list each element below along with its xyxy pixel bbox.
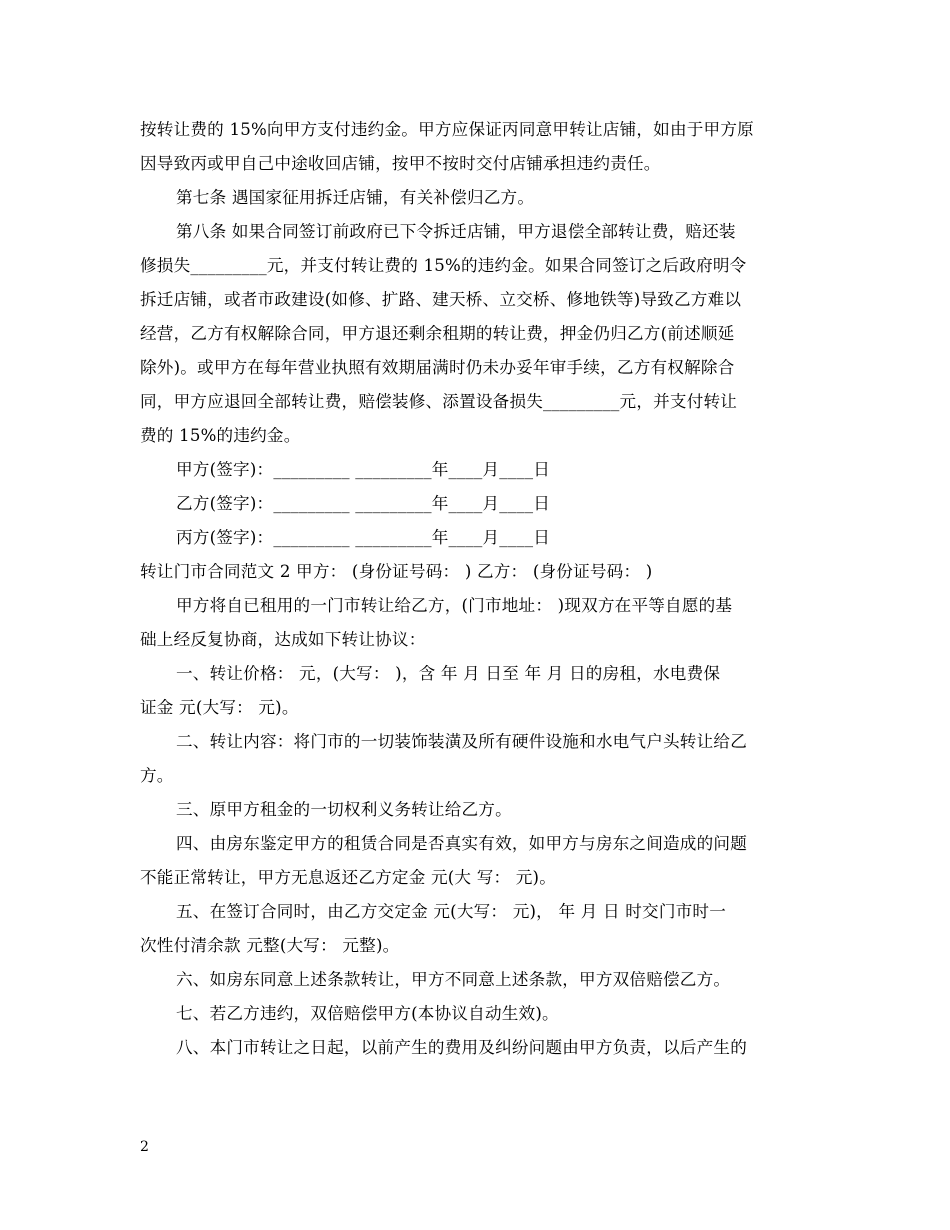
text-line: 八、本门市转让之日起，以前产生的费用及纠纷问题由甲方负责，以后产生的 bbox=[176, 1038, 747, 1057]
page-number: 2 bbox=[140, 1139, 149, 1155]
text-line: 方。 bbox=[140, 766, 174, 785]
document-body bbox=[140, 113, 812, 1065]
text-line: 不能正常转让，甲方无息返还乙方定金 元(大 写： 元)。 bbox=[140, 868, 557, 887]
text-line: 修损失_________元，并支付转让费的 15%的违约金。如果合同签订之后政府明令 bbox=[140, 256, 747, 275]
text-line: 因导致丙或甲自己中途收回店铺，按甲不按时交付店铺承担违约责任。 bbox=[140, 154, 661, 173]
text-line: 六、如房东同意上述条款转让，甲方不同意上述条款，甲方双倍赔偿乙方。 bbox=[176, 970, 731, 989]
text-line: 丙方(签字)：_________ _________年____月____日 bbox=[176, 528, 551, 547]
text-line: 甲方(签字)：_________ _________年____月____日 bbox=[176, 460, 551, 479]
text-line: 第八条 如果合同签订前政府已下令拆迁店铺，甲方退偿全部转让费，赔还装 bbox=[176, 222, 736, 241]
text-line: 转让门市合同范文 2 甲方： (身份证号码： ) 乙方： (身份证号码： ) bbox=[140, 562, 653, 581]
text-line: 一、转让价格： 元，(大写： )，含 年 月 日至 年 月 日的房租，水电费保 bbox=[176, 664, 721, 683]
text-line: 二、转让内容：将门市的一切装饰装潢及所有硬件设施和水电气户头转让给乙 bbox=[176, 732, 747, 751]
text-line: 费的 15%的违约金。 bbox=[140, 426, 301, 445]
text-line: 拆迁店铺，或者市政建设(如修、扩路、建天桥、立交桥、修地铁等)导致乙方难以 bbox=[140, 290, 742, 309]
text-line: 按转让费的 15%向甲方支付违约金。甲方应保证丙同意甲转让店铺，如由于甲方原 bbox=[140, 120, 754, 139]
text-line: 四、由房东鉴定甲方的租赁合同是否真实有效，如甲方与房东之间造成的问题 bbox=[176, 834, 747, 853]
text-line: 五、在签订合同时，由乙方交定金 元(大写： 元)， 年 月 日 时交门市时一 bbox=[176, 902, 727, 921]
text-line: 乙方(签字)：_________ _________年____月____日 bbox=[176, 494, 551, 513]
text-line: 次性付清余款 元整(大写： 元整)。 bbox=[140, 936, 400, 955]
text-line: 证金 元(大写： 元)。 bbox=[140, 698, 299, 717]
text-line: 经营，乙方有权解除合同，甲方退还剩余租期的转让费，押金仍归乙方(前述顺延 bbox=[140, 324, 735, 343]
text-line: 础上经反复协商，达成如下转让协议： bbox=[140, 630, 426, 649]
text-line: 三、原甲方租金的一切权利义务转让给乙方。 bbox=[176, 800, 512, 819]
text-line: 第七条 遇国家征用拆迁店铺，有关补偿归乙方。 bbox=[176, 188, 535, 207]
text-line: 除外)。或甲方在每年营业执照有效期届满时仍未办妥年审手续，乙方有权解除合 bbox=[140, 358, 735, 377]
text-line: 同，甲方应退回全部转让费，赔偿装修、添置设备损失_________元，并支付转让 bbox=[140, 392, 738, 411]
text-line: 甲方将自已租用的一门市转让给乙方，(门市地址： )现双方在平等自愿的基 bbox=[176, 596, 733, 615]
text-line: 七、若乙方违约，双倍赔偿甲方(本协议自动生效)。 bbox=[176, 1004, 559, 1023]
